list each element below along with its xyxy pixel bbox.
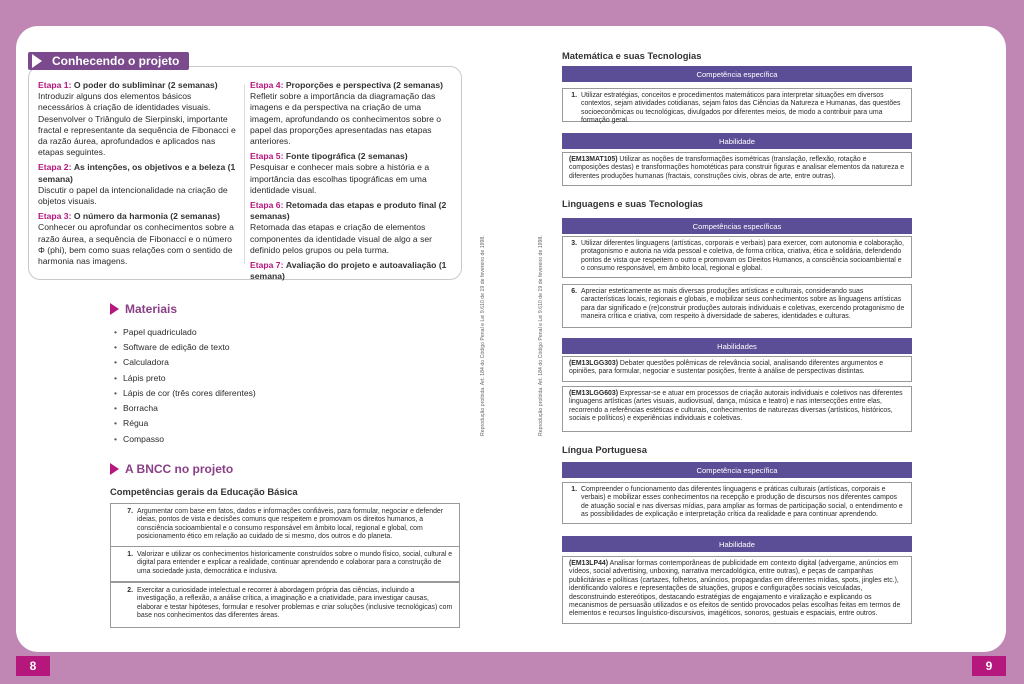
project-column-1 [38, 80, 238, 271]
competence-number: 2. [127, 587, 133, 594]
step-name: Proporções e perspectiva (2 semanas) [285, 80, 443, 90]
competence-number: 3. [571, 240, 577, 247]
competence-box [562, 284, 912, 328]
step-tag: Etapa 6: [250, 200, 284, 211]
step-text: Conhecer ou aprofundar os conhecimentos sobre a razão áurea, a sequência de Fibonacci e o número Φ (phi), bem como suas relações com o sentido de harmonia nas imagens. [38, 222, 234, 267]
competence-text: Exercitar a curiosidade intelectual e recorrer à abordagem própria das ciências, incluindo a investigação, a reflexão, a análise crítica, a imaginação e a criatividade, para investigar causas, elaborar e testar hipóteses, formular e resolver problemas e criar soluções (inclusive tecnológicas) com base nos conhecimentos das diferentes áreas. [137, 587, 453, 620]
step-tag: Etapa 1: [38, 80, 72, 90]
skill-box [562, 356, 912, 382]
skill-text: Expressar-se e atuar em processos de criação autorais individuais e coletivos nas diferentes linguagens artísticas (artes visuais, audiovisual, dança, música e teatro) e nas intersecções entre elas, recorrendo a referências estéticas e culturais, conhecimentos de naturezas diversas (artísticos, históricos, sociais e políticos) e experiências individuais e coletivas. [569, 390, 903, 423]
chevron-right-icon [110, 303, 119, 315]
materials-title: Materiais [125, 302, 178, 316]
competence-text: Valorizar e utilizar os conhecimentos historicamente construídos sobre o mundo físico, social, cultural e digital para entender e explicar a realidade, continuar aprendendo e colaborar para a construção de uma sociedade justa, democrática e inclusiva. [137, 551, 453, 575]
skill-text: Analisar formas contemporâneas de publicidade em contexto digital (advergame, anúncios em vídeos, social advertising, unboxing, narrativa mercadológica, entre outras), e peças de campanhas publicitárias e políticas (cartazes, folhetos, anúncios, propagandas em diferentes mídias, spots, jingles etc.), identificando valores e representações de situações, grupos e configurações sociais veiculadas, desconstruindo estereótipos, destacando estratégias de engajamento e viralização e explicando os mecanismos de persuasão utilizados e os efeitos de sentido provocados pelas escolhas feitas em termos de elementos e recursos linguístico-discursivos, imagéticos, sonoros, gestuais e espaciais, entre outros. [569, 560, 901, 618]
competence-text: Argumentar com base em fatos, dados e informações confiáveis, para formular, negociar e defender ideias, pontos de vista e decisões comuns que respeitem e promovam os direitos humanos, a consciência socioambiental e o consumo responsável em âmbito local, regional e global, com posicionamento ético em relação ao cuidado de si mesmo, dos outros e do planeta. [137, 508, 444, 541]
math-competence-bar: Competência específica [562, 66, 912, 82]
skill-code: (EM13MAT105) [569, 156, 618, 163]
portuguese-competence-bar: Competência específica [562, 462, 912, 478]
competence-box [562, 236, 912, 278]
math-competence-box [562, 88, 912, 125]
languages-competence-bar: Competências específicas [562, 218, 912, 234]
project-column-2 [250, 80, 450, 286]
skill-code: (EM13LGG303) [569, 360, 619, 367]
step-tag: Etapa 5: [250, 151, 284, 162]
list-item: • Lápis de cor (três cores diferentes) [114, 385, 256, 400]
languages-skills-bar: Habilidades [562, 338, 912, 354]
step-name: Retomada das etapas e produto final (2 semanas) [250, 200, 447, 222]
legal-note-right: Reprodução proibida. Art. 184 do Código Penal e Lei 9.610 de 19 de fevereiro de 1998. [538, 235, 544, 436]
competence-number: 6. [571, 288, 577, 295]
step-text: Refletir sobre a importância da diagramação das imagens e da perspectiva na criação de uma imagem, aprofundando os conhecimentos sobre o papel das proporções apresentadas nas etapas anteriores. [250, 91, 442, 147]
list-item: • Papel quadriculado [114, 324, 256, 339]
step-text: Introduzir alguns dos elementos básicos necessários à criação de identidades visuais. Desenvolver o Triângulo de Sierpinski, importante fractal e representante da sequência de Fibonacci e da razão áurea, aprofundados e aplicados nas etapas seguintes. [38, 91, 236, 158]
math-skill-box [562, 152, 912, 186]
step-text: Retomada das etapas e criação de elementos componentes da identidade visual de algo a ser definido pelos grupos ou pela turma. [250, 222, 433, 255]
step-text: Pesquisar e conhecer mais sobre a história e a importância das escolhas tipográficas em uma identidade visual. [250, 162, 430, 195]
step-item [38, 211, 238, 267]
step-name: O número da harmonia (2 semanas) [73, 211, 220, 222]
list-item: • Lápis preto [114, 370, 256, 385]
step-item [38, 162, 238, 207]
competence-number: 1. [571, 92, 577, 99]
step-name: Fonte tipográfica (2 semanas) [285, 151, 408, 162]
competence-box [110, 503, 460, 547]
step-item [250, 260, 450, 282]
chevron-right-icon [32, 54, 42, 68]
competence-number: 1. [571, 486, 577, 493]
list-item: • Calculadora [114, 355, 256, 370]
competence-text: Compreender o funcionamento das diferentes linguagens e práticas culturais (artísticas, corporais e verbais) e mobilizar esses conhecimentos na recepção e produção de discursos nos diferentes campos de atuação social e nas diversas mídias, para ampliar as formas de participação social, o entendimento e as possibilidades de explicação e interpretação crítica da realidade e para continuar aprendendo. [581, 486, 903, 519]
step-item [250, 151, 450, 196]
skill-box [562, 386, 912, 432]
competence-text: Utilizar estratégias, conceitos e procedimentos matemáticos para interpretar situações em diversos contextos, sejam atividades cotidianas, sejam fatos das Ciências da Natureza e Humanas, das questões socioeconômicas ou tecnológicas, divulgados por diferentes meios, de modo a contribuir para uma formação geral. [581, 92, 901, 125]
step-tag: Etapa 4: [250, 80, 284, 90]
project-title: Conhecendo o projeto [52, 54, 180, 68]
step-item [250, 80, 450, 147]
competence-box [110, 546, 460, 582]
bncc-title: A BNCC no projeto [125, 462, 234, 476]
competence-box [562, 482, 912, 524]
list-item: • Borracha [114, 400, 256, 415]
step-tag: Etapa 7: [250, 260, 284, 271]
legal-note-left: Reprodução proibida. Art. 184 do Código Penal e Lei 9.610 de 19 de fevereiro de 1998. [480, 235, 486, 436]
page-number-left: 8 [16, 656, 50, 676]
skill-text: Utilizar as noções de transformações isométricas (translação, reflexão, rotação e composições destas) e transformações homotéticas para construir figuras e analisar elementos da natureza e diferentes produções humanas (fractais, construções civis, obras de arte, entre outras). [569, 156, 905, 180]
portuguese-skill-bar: Habilidade [562, 536, 912, 552]
list-item: • Compasso [114, 431, 256, 446]
math-heading: Matemática e suas Tecnologias [562, 50, 702, 61]
competence-number: 1. [127, 551, 133, 558]
column-divider [244, 84, 245, 264]
step-item [250, 200, 450, 256]
competence-box [110, 582, 460, 628]
step-name: O poder do subliminar (2 semanas) [73, 80, 218, 90]
list-item: • Software de edição de texto [114, 339, 256, 354]
skill-text: Debater questões polêmicas de relevância social, analisando diferentes argumentos e opiniões, para formular, negociar e sustentar posições, frente à análise de perspectivas distintas. [569, 360, 884, 376]
competence-text: Utilizar diferentes linguagens (artísticas, corporais e verbais) para exercer, com autonomia e colaboração, protagonismo e autoria na vida pessoal e coletiva, de forma crítica, criativa, ética e solidária, defendendo pontos de vista que respeitem o outro e promovam os Direitos Humanos, a consciência socioambiental e o consumo responsável, em âmbito local, regional e global. [581, 240, 904, 273]
math-skill-bar: Habilidade [562, 133, 912, 149]
step-text: Discutir o papel da intencionalidade na criação de objetos visuais. [38, 184, 228, 207]
bncc-heading [110, 462, 233, 476]
competence-text: Apreciar esteticamente as mais diversas produções artísticas e culturais, considerando suas características locais, regionais e globais, e mobilizar seus conhecimentos sobre as linguagens artísticas para dar significado e (re)construir produções autorais individuais e coletivas, exercendo protagonismo de maneira crítica e criativa, com respeito à diversidade de saberes, identidades e culturas. [581, 288, 905, 321]
skill-box [562, 556, 912, 624]
list-item: • Régua [114, 416, 256, 431]
materials-heading [110, 302, 177, 316]
step-name: As intenções, os objetivos e a beleza (1 semana) [38, 162, 236, 184]
competence-number: 7. [127, 508, 133, 515]
chevron-right-icon [110, 463, 119, 475]
project-tab [28, 52, 189, 70]
skill-code: (EM13LGG603) [569, 390, 619, 397]
skill-code: (EM13LP44) [569, 560, 609, 567]
materials-list [114, 324, 256, 446]
step-item [38, 80, 238, 158]
portuguese-heading: Língua Portuguesa [562, 444, 647, 455]
step-tag: Etapa 2: [38, 162, 72, 173]
step-name: Avaliação do projeto e autoavaliação (1 semana) [250, 260, 447, 282]
bncc-subtitle: Competências gerais da Educação Básica [110, 486, 298, 497]
step-tag: Etapa 3: [38, 211, 72, 222]
page-number-right: 9 [972, 656, 1006, 676]
languages-heading: Linguagens e suas Tecnologias [562, 198, 704, 209]
